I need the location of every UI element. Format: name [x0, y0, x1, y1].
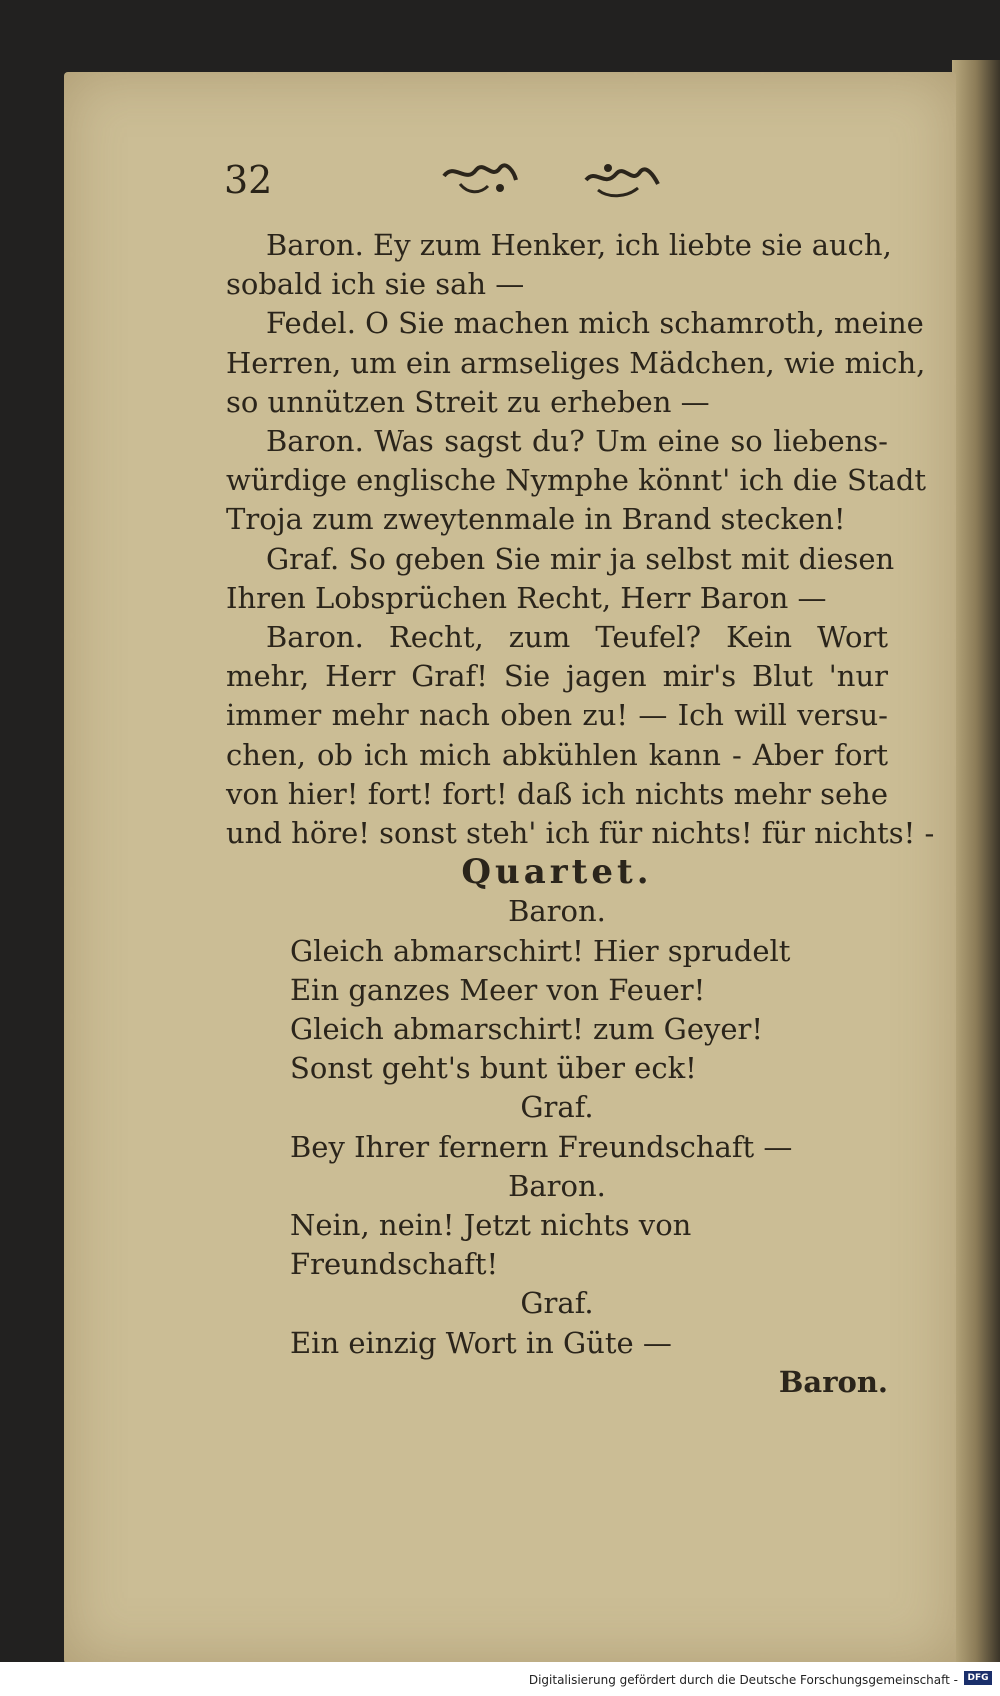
text-line: und höre! sonst steh' ich für nichts! für nichts! -: [226, 816, 935, 851]
text-line: Graf. So geben Sie mir ja selbst mit diesen: [266, 541, 895, 576]
text-line: Troja zum zweytenmale in Brand stecken!: [226, 502, 846, 537]
paragraph: [226, 304, 926, 422]
text-line: chen, ob ich mich abkühlen kann - Aber fort: [226, 737, 888, 772]
text-line: Baron. Ey zum Henker, ich liebte sie auch,: [266, 228, 892, 262]
ornament-right-icon: [582, 154, 662, 200]
verse-line: Bey Ihrer fernern Freundschaft —: [290, 1129, 793, 1164]
catchword: Baron.: [778, 1364, 888, 1399]
text-line: immer mehr nach oben zu! — Ich will versu-: [226, 698, 888, 733]
paragraph: [226, 422, 927, 540]
speaker-label: Baron.: [508, 1168, 606, 1203]
paragraph: [226, 540, 895, 618]
speaker-label: Baron.: [508, 894, 606, 929]
text-line: so unnützen Streit zu erheben —: [226, 384, 710, 419]
facing-page-edge: [952, 60, 1000, 1664]
ornament-left-icon: [440, 154, 520, 200]
text-line: Ihren Lobsprüchen Recht, Herr Baron —: [226, 580, 827, 615]
verse-line: Gleich abmarschirt! Hier sprudelt: [290, 933, 791, 968]
paragraph: [226, 618, 935, 853]
text-line: Fedel. O Sie machen mich schamroth, meine: [266, 306, 924, 341]
speaker-label: Graf.: [520, 1286, 594, 1321]
footer-credit: Digitalisierung gefördert durch die Deutsche Forschungsgemeinschaft -: [528, 1673, 958, 1687]
text-line: würdige englische Nymphe könnt' ich die Stadt: [226, 463, 927, 498]
page-text: [226, 226, 935, 1402]
verse-line: Ein ganzes Meer von Feuer!: [290, 972, 706, 1007]
speaker-label: Graf.: [520, 1090, 594, 1125]
verse-line: Nein, nein! Jetzt nichts von Freundschaft!: [290, 1208, 692, 1282]
text-line: von hier! fort! fort! daß ich nichts mehr sehe: [226, 776, 888, 811]
text-line: Baron. Recht, zum Teufel? Kein Wort: [266, 620, 888, 655]
page-number: 32: [224, 158, 273, 202]
text-line: Baron. Was sagst du? Um eine so liebens-: [266, 424, 888, 459]
text-line: mehr, Herr Graf! Sie jagen mir's Blut 'nur: [226, 659, 888, 694]
text-line: sobald ich sie sah —: [226, 267, 525, 302]
verse-line: Ein einzig Wort in Güte —: [290, 1325, 672, 1360]
verse-line: Gleich abmarschirt! zum Geyer!: [290, 1012, 764, 1047]
verse-line: Sonst geht's bunt über eck!: [290, 1051, 697, 1086]
text-line: Herren, um ein armseliges Mädchen, wie mich,: [226, 345, 926, 380]
section-title: Quartet.: [461, 852, 653, 893]
dfg-logo-icon: DFG: [964, 1671, 992, 1685]
paragraph: [226, 226, 892, 304]
footer-bar: [0, 1662, 1000, 1696]
